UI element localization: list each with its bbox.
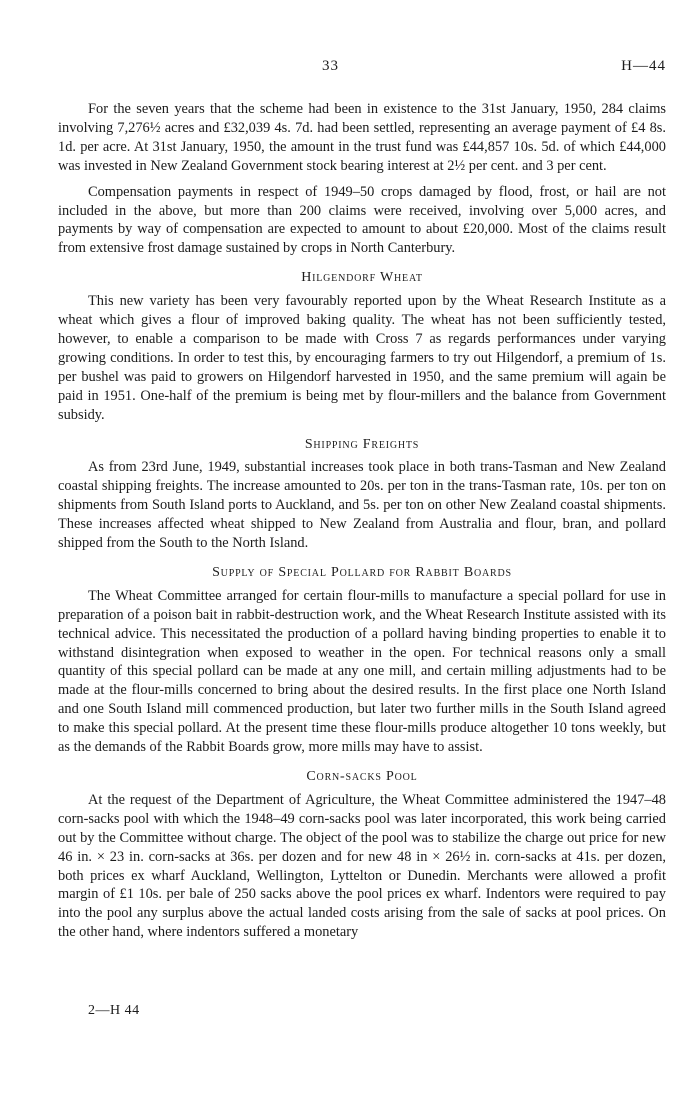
document-reference: H—44 <box>621 58 666 74</box>
page-header <box>0 58 700 80</box>
heading-hilgendorf-wheat: Hilgendorf Wheat <box>301 270 423 286</box>
paragraph-claims-summary: For the seven years that the scheme had been in existence to the 31st January, 1950, 284 claims involving 7,276½ acres and £32,039 4s. 7d. had been settled, representing an average payment of £4 8s. 1d. per acre. At 31st January, 1950, the amount in the trust fund was £44,857 10s. 5d. of which £44,000 was invested in New Zealand Government stock bearing interest at 2½ per cent. and 3 per cent. <box>58 101 666 174</box>
paragraph-shipping: As from 23rd June, 1949, substantial increases took place in both trans-Tasman and New Zealand coastal shipping freights. The increase amounted to 20s. per ton in the trans-Tasman rate, 10s. per ton on shipments from South Island ports to Auckland, and 5s. per ton on other New Zealand coastal shipments. These increases affected wheat shipped to New Zealand from Australia and flour, bran, and pollard shipped from the South to the North Island. <box>58 459 666 552</box>
page-number: 33 <box>322 58 339 74</box>
signature-mark: 2—H 44 <box>88 1003 140 1018</box>
paragraph-compensation: Compensation payments in respect of 1949–50 crops damaged by flood, frost, or hail are not included in the above, but more than 200 claims were received, involving over 5,000 acres, and payments by way of compensation are expected to amount to about £20,000. Most of the claims result from extensive frost damage sustained by crops in North Canterbury. <box>58 183 666 257</box>
paragraph-pollard: The Wheat Committee arranged for certain flour-mills to manufacture a special pollard for use in preparation of a poison bait in rabbit-destruction work, and the Wheat Research Institute assisted with its technical advice. This necessitated the production of a pollard having binding properties to enable it to withstand disintegration when exposed to weather in the open. For technical reasons only a small quantity of this special pollard can be made at any one mill, and certain milling adjustments had to be made at the flour-mills concerned to bring about the desired results. In the first place one North Island and one South Island mill commenced production, but later two further mills in the South Island agreed to make this special pollard. At the present time these flour-mills produce altogether 10 tons weekly, but as the demands of the Rabbit Boards grow, more mills may have to assist. <box>58 587 666 756</box>
heading-shipping-freights: Shipping Freights <box>304 436 420 452</box>
page-body <box>58 100 666 942</box>
paragraph-hilgendorf: This new variety has been very favourably reported upon by the Wheat Research Institute as a wheat which gives a flour of improved baking quality. The wheat has not been sufficiently tested, however, to enable a comparison to be made with Cross 7 as regards performances under varying growing conditions. In order to test this, by encouraging farmers to try out Hilgendorf, a premium of 1s. per bushel was paid to growers on Hilgendorf harvested in 1950, and the same premium will again be paid in 1951. One-half of the premium is being met by flour-millers and the balance from Government subsidy. <box>58 293 666 423</box>
heading-special-pollard: Supply of Special Pollard for Rabbit Boards <box>212 564 512 580</box>
paragraph-corn-sacks: At the request of the Department of Agriculture, the Wheat Committee administered the 1947–48 corn-sacks pool with which the 1948–49 corn-sacks pool was later incorporated, this work being carried out by the Committee without charge. The object of the pool was to stabilize the charge out price for new 46 in. × 23 in. corn-sacks at 36s. per dozen and for new 48 in × 26½ in. corn-sacks at 41s. per dozen, both prices ex wharf Auckland, Wellington, Lyttelton or Dunedin. Merchants were allowed a profit margin of £1 10s. per bale of 250 sacks above the pool prices ex wharf. Indentors were required to pay into the pool any surplus above the actual landed costs arising from the sale of sacks at pool prices. On the other hand, where indentors suffered a monetary <box>58 791 666 941</box>
heading-corn-sacks-pool: Corn-sacks Pool <box>306 769 418 784</box>
